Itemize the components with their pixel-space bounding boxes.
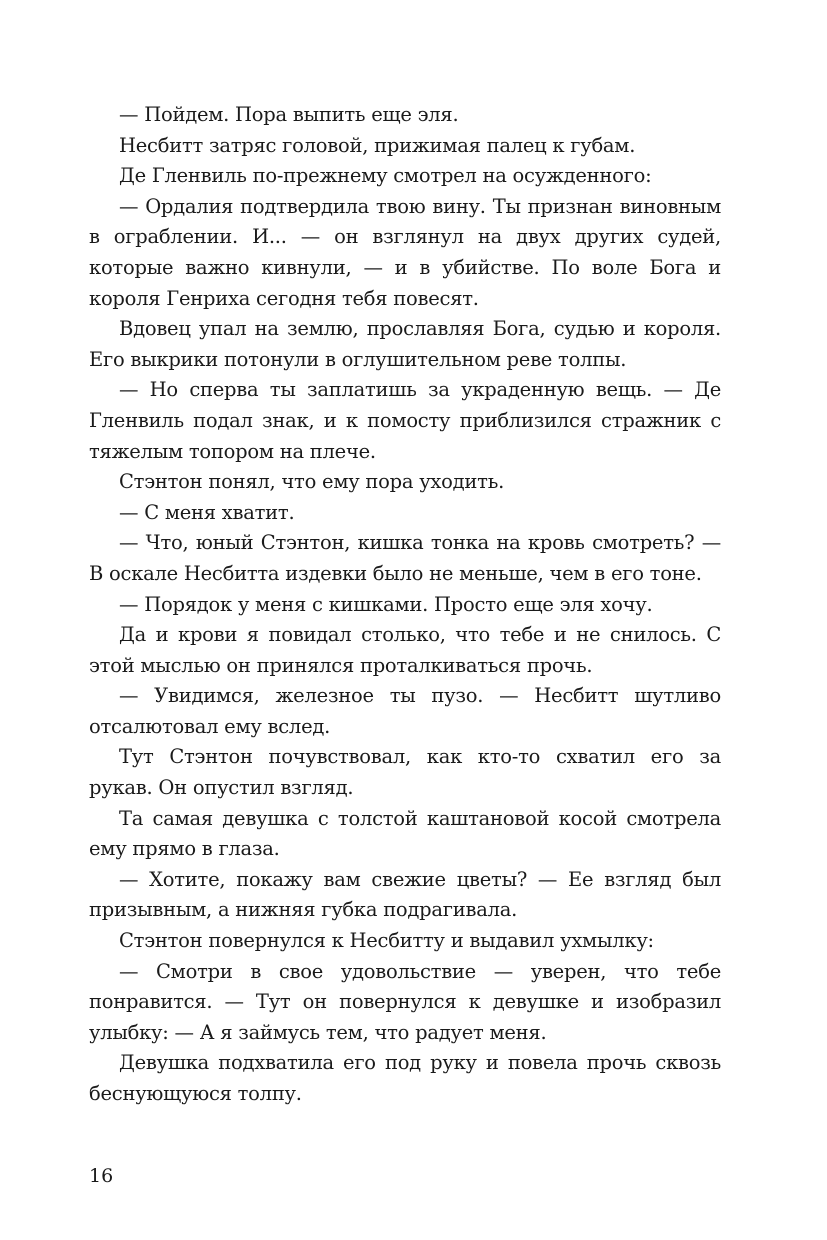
paragraph: — Порядок у меня с кишками. Просто еще эля хочу.	[119, 592, 653, 616]
paragraph: Девушка подхватила его под руку и повела прочь сквозь беснующуюся толпу.	[89, 1051, 721, 1105]
paragraph: Тут Стэнтон почувствовал, как кто-то схватил его за рукав. Он опустил взгляд.	[89, 745, 721, 800]
paragraph: Стэнтон повернулся к Несбитту и выдавил ухмылку:	[119, 929, 654, 953]
paragraph: Вдовец упал на землю, прославляя Бога, судью и короля. Его выкрики потонули в оглушительном реве толпы.	[89, 317, 721, 371]
paragraph: — С меня хватит.	[119, 500, 295, 524]
page-number: 16	[89, 1165, 114, 1187]
paragraph: Несбитт затряс головой, прижимая палец к губам.	[119, 133, 636, 157]
paragraph: — Хотите, покажу вам свежие цветы? — Ее взгляд был призывным, а нижняя губка подрагивала.	[89, 867, 721, 922]
paragraph: — Но сперва ты заплатишь за украденную вещь. — Де Гленвиль подал знак, и к помосту приблизился стражник с тяжелым топором на плече.	[89, 378, 721, 463]
body-text	[89, 100, 721, 1110]
paragraph: — Что, юный Стэнтон, кишка тонка на кровь смотреть? — В оскале Несбитта издевки было не меньше, чем в его тоне.	[89, 531, 721, 585]
paragraph: Та самая девушка с толстой каштановой косой смотрела ему прямо в глаза.	[89, 806, 721, 861]
paragraph: — Пойдем. Пора выпить еще эля.	[119, 103, 459, 126]
paragraph: — Смотри в свое удовольствие — уверен, что тебе понравится. — Тут он повернулся к девушке и изобразил улыбку: — А я займусь тем, что радует меня.	[89, 959, 721, 1044]
paragraph: — Ордалия подтвердила твою вину. Ты признан виновным в ограблении. И... — он взглянул на двух других судей, которые важно кивнули, — и в убийстве. По воле Бога и короля Генриха сегодня тебя повесят.	[89, 194, 721, 310]
paragraph: Стэнтон понял, что ему пора уходить.	[119, 470, 505, 494]
paragraph: — Увидимся, железное ты пузо. — Несбитт шутливо отсалютовал ему вслед.	[89, 684, 721, 738]
paragraph: Да и крови я повидал столько, что тебе и не снилось. С этой мыслью он принялся проталкиваться прочь.	[89, 623, 721, 677]
paragraph: Де Гленвиль по-прежнему смотрел на осужденного:	[119, 164, 652, 188]
